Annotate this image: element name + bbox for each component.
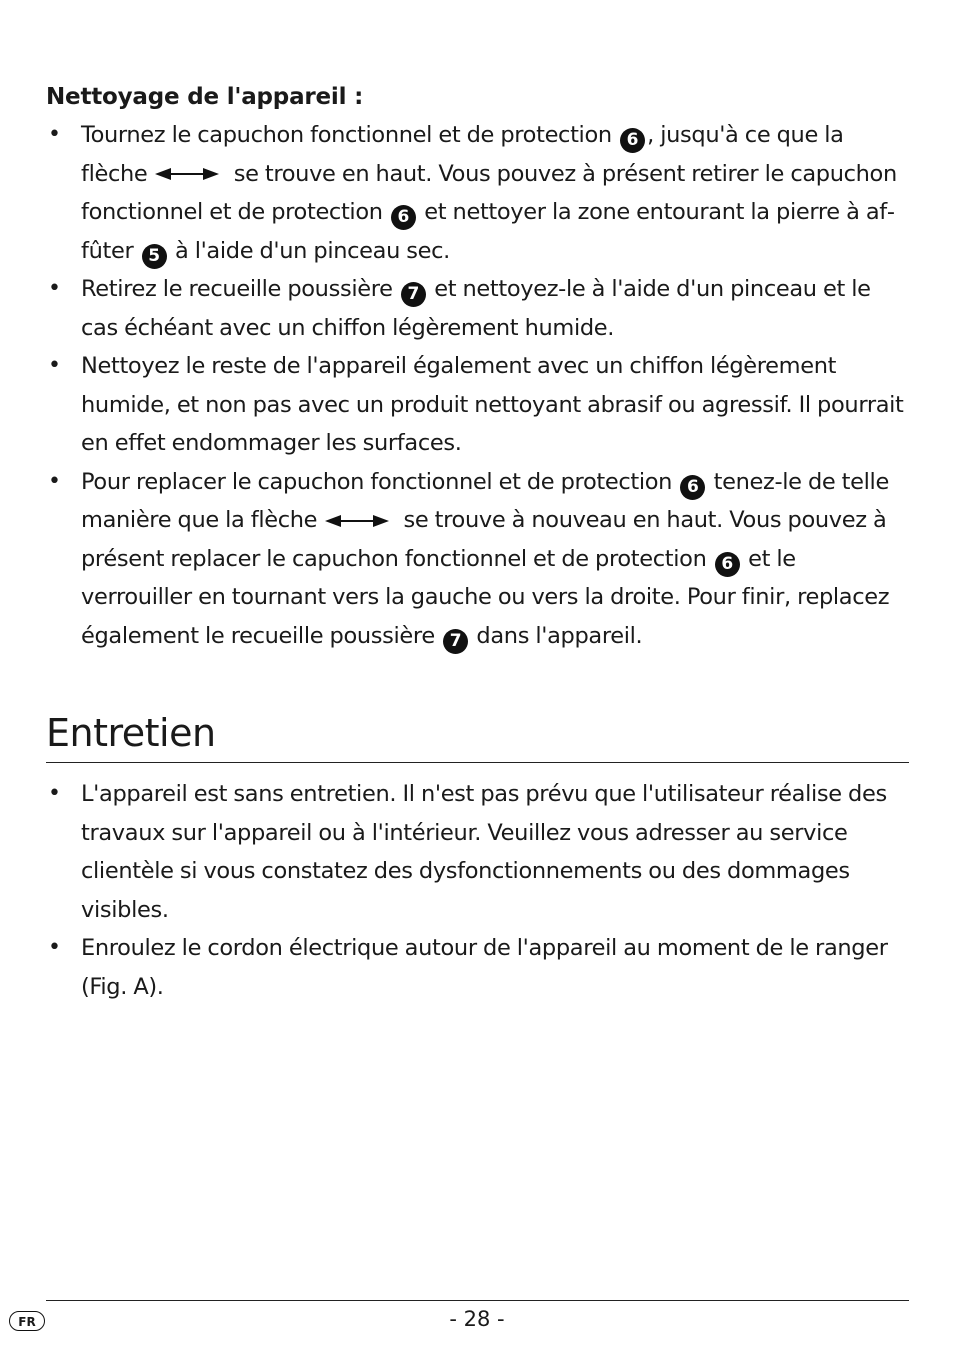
footer-divider	[46, 1300, 909, 1301]
cleaning-heading: Nettoyage de l'appareil :	[46, 84, 364, 110]
text-segment: et nettoyez-le à l'aide d'un pinceau et le cas échéant avec un chiffon légèrement humide.	[81, 276, 871, 341]
document-page	[46, 78, 909, 1006]
text-segment: se trouve à nouveau en haut. Vous pouvez à présent replacer le capuchon fonctionnel et de protection	[81, 507, 887, 572]
circled-number-icon: 7	[443, 629, 468, 654]
text-segment: , jusqu'à ce que la flèche	[81, 122, 844, 187]
double-arrow-icon	[325, 514, 389, 528]
text-segment: Tournez le capuchon fonctionnel et de protection	[81, 122, 619, 148]
list-item	[46, 347, 909, 463]
circled-number-icon: 6	[391, 205, 416, 230]
text-segment: et nettoyer la zone entourant la pierre à affûter	[81, 199, 895, 264]
cleaning-list	[46, 116, 909, 655]
circled-number-icon: 5	[142, 244, 167, 269]
text-segment: Pour replacer le capuchon fonctionnel et de protection	[81, 468, 679, 495]
circled-number-icon: 6	[680, 475, 705, 500]
page-number: - 28 -	[449, 1307, 505, 1331]
circled-number-icon: 6	[715, 552, 740, 577]
circled-number-icon: 6	[620, 128, 645, 153]
list-item	[46, 929, 909, 1006]
text-segment: Nettoyez le reste de l'appareil également avec un chiffon légèrement humide, et non pas avec un produit nettoyant abrasif ou agressif. Il pourrait en effet endommager les surfaces.	[81, 353, 904, 456]
circled-number-icon: 7	[401, 282, 426, 307]
list-item	[46, 270, 909, 347]
text-segment: L'appareil est sans entretien. Il n'est pas prévu que l'utilisateur réalise des travaux sur l'appareil ou à l'intérieur. Veuillez vous adresser au service clientèle si vous constatez des dysfonctionnements ou des dommages visibles.	[81, 781, 887, 923]
list-item	[46, 116, 909, 270]
text-segment: à l'aide d'un pinceau sec.	[168, 237, 450, 264]
maintenance-list	[46, 775, 909, 1006]
text-segment: se trouve en haut. Vous pouvez à présent retirer le capuchon fonctionnel et de protection	[81, 160, 897, 225]
text-segment: Retirez le recueille poussière	[81, 276, 399, 302]
section-title: Entretien	[46, 710, 909, 763]
text-segment: dans l'appareil.	[470, 622, 643, 649]
list-item	[46, 463, 909, 656]
list-item	[46, 775, 909, 929]
language-badge: FR	[9, 1311, 45, 1331]
text-segment: et le verrouiller en tournant vers la gauche ou vers la droite. Pour finir, replacez également le recueille poussière	[81, 545, 890, 649]
text-segment: tenez-le de telle manière que la flèche	[81, 468, 889, 533]
text-segment: Enroulez le cordon électrique autour de l'appareil au moment de le ranger (Fig. A).	[81, 935, 888, 1000]
double-arrow-icon	[155, 167, 219, 181]
